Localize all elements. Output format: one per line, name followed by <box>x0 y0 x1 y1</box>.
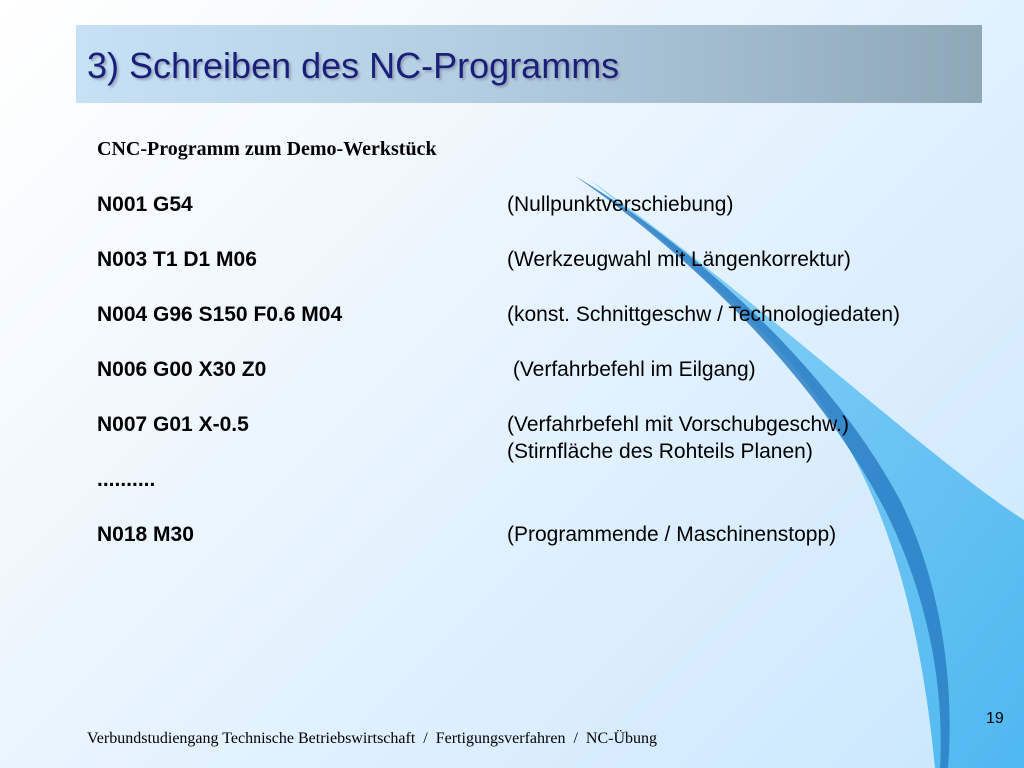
nc-comment: (Programmende / Maschinenstopp) <box>507 523 837 546</box>
program-line <box>97 523 997 553</box>
program-subtitle: CNC-Programm zum Demo-Werkstück <box>97 138 437 160</box>
nc-comment: (Verfahrbefehl mit Vorschubgeschw.) <box>507 413 850 436</box>
page-number: 19 <box>986 710 1004 727</box>
nc-code: N001 G54 <box>97 193 193 216</box>
slide-title: 3) Schreiben des NC-Programms <box>87 45 620 86</box>
program-line <box>97 358 997 388</box>
nc-code: N018 M30 <box>97 523 194 546</box>
nc-code: N003 T1 D1 M06 <box>97 248 257 271</box>
nc-code: N006 G00 X30 Z0 <box>97 358 267 381</box>
program-line <box>97 193 997 223</box>
nc-code: N007 G01 X-0.5 <box>97 413 249 436</box>
slide-footer: Verbundstudiengang Technische Betriebswirtschaft / Fertigungsverfahren / NC-Übung <box>87 730 658 747</box>
nc-code: N004 G96 S150 F0.6 M04 <box>97 303 343 326</box>
program-line <box>97 413 997 473</box>
nc-comment: (Nullpunktverschiebung) <box>507 193 734 216</box>
nc-comment: (Verfahrbefehl im Eilgang) <box>507 358 756 381</box>
nc-comment: (Werkzeugwahl mit Längenkorrektur) <box>507 248 851 271</box>
nc-comment: (konst. Schnittgeschw / Technologiedaten) <box>507 303 901 326</box>
program-line <box>97 248 997 278</box>
program-line <box>97 303 997 333</box>
omitted-lines-ellipsis: .......... <box>97 468 156 491</box>
nc-comment-second-line: (Stirnfläche des Rohteils Planen) <box>507 440 813 463</box>
